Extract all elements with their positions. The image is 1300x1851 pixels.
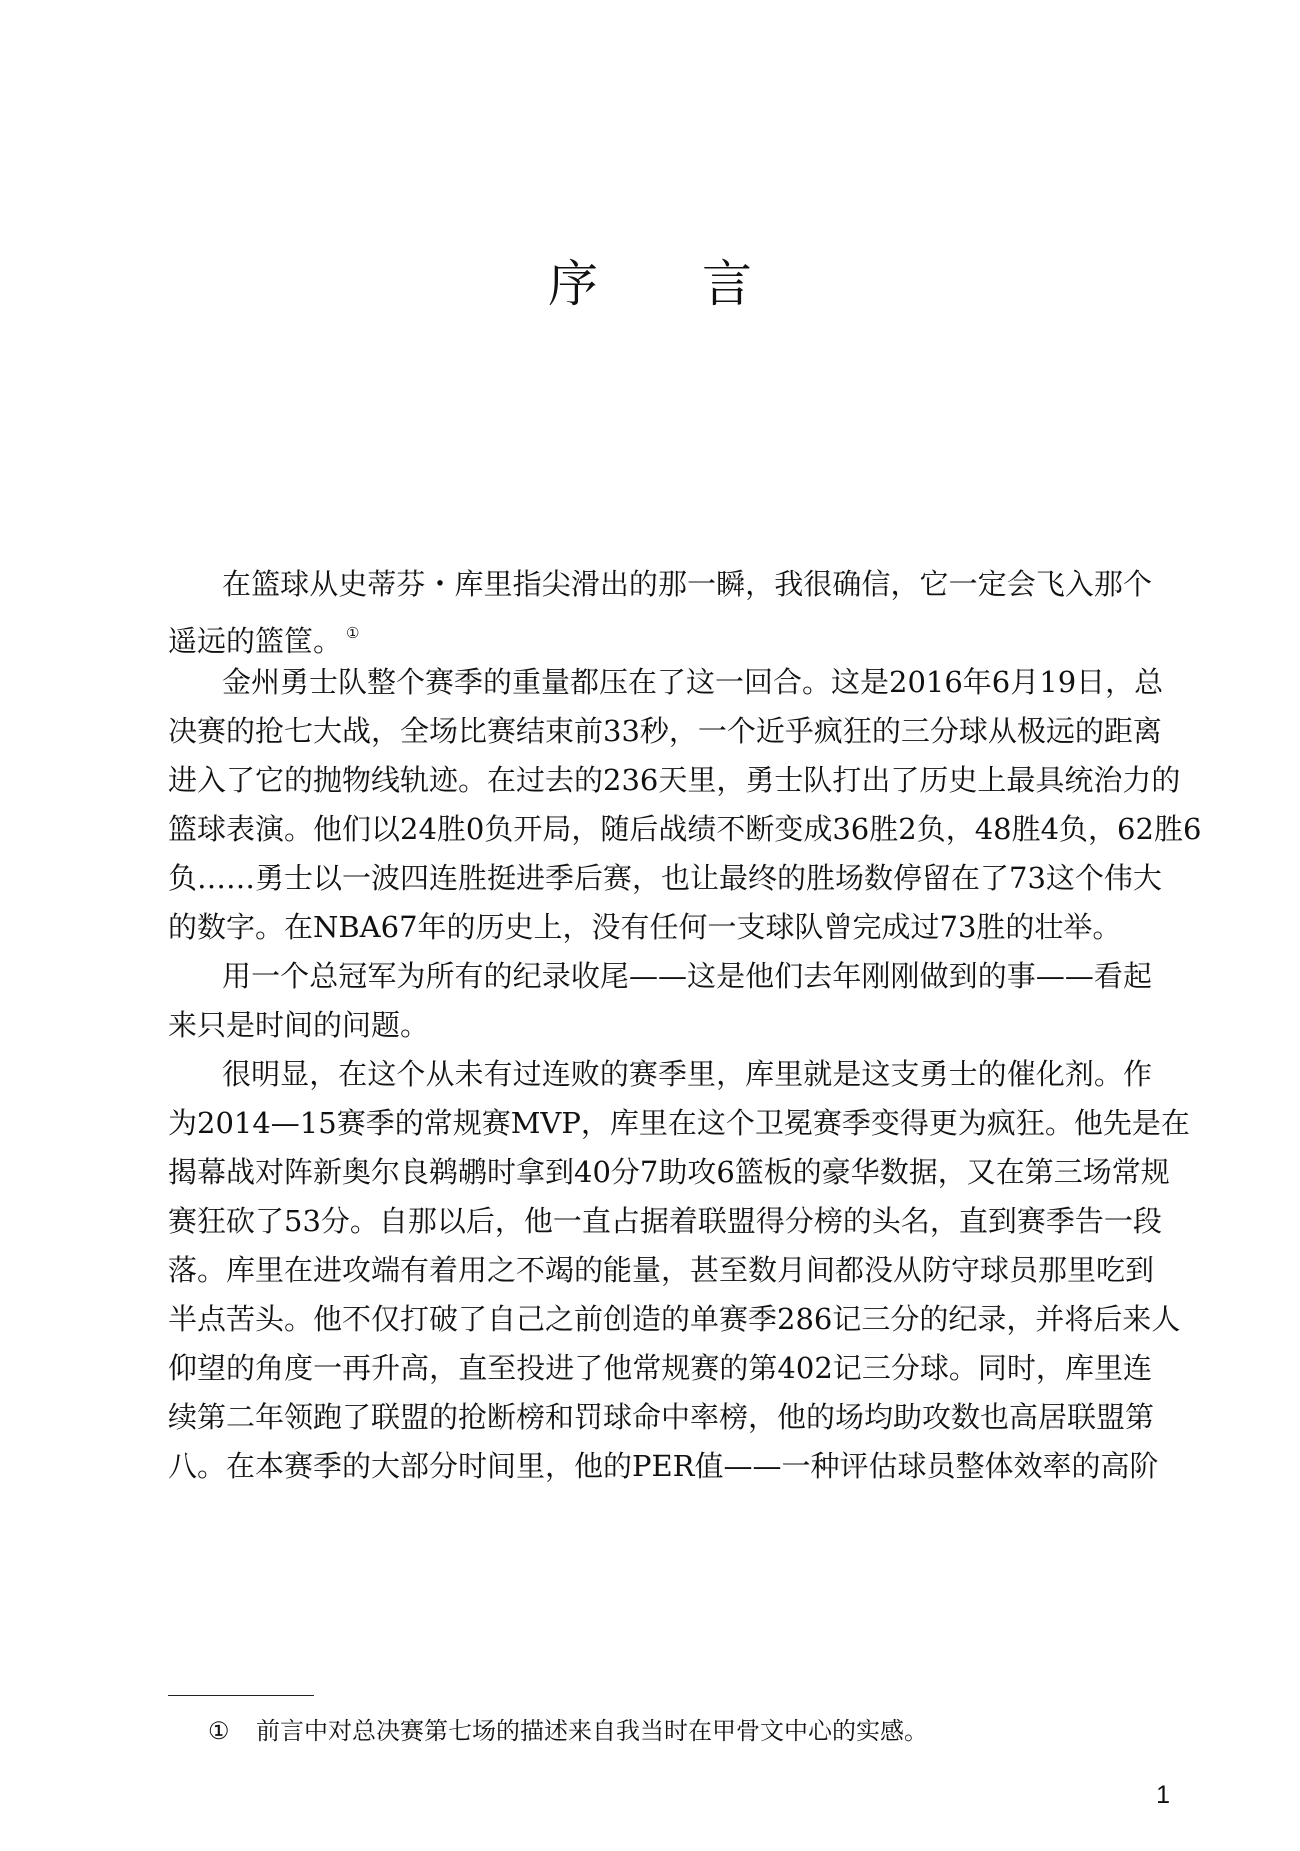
paragraph-1-line-2 bbox=[168, 609, 1152, 658]
footnote bbox=[208, 1711, 1108, 1751]
paragraph-2-line-2: 决赛的抢七大战，全场比赛结束前33秒，一个近乎疯狂的三分球从极远的距离 bbox=[168, 714, 1162, 748]
paragraph-2-line-5: 负……勇士以一波四连胜挺进季后赛，也让最终的胜场数停留在了73这个伟大 bbox=[168, 861, 1162, 895]
paragraph-3-line-1: 用一个总冠军为所有的纪录收尾——这是他们去年刚刚做到的事——看起 bbox=[222, 959, 1152, 993]
paragraph-1-line-1: 在篮球从史蒂芬・库里指尖滑出的那一瞬，我很确信，它一定会飞入那个 bbox=[222, 567, 1152, 601]
paragraph-4-line-9: 八。在本赛季的大部分时间里，他的PER值——一种评估球员整体效率的高阶 bbox=[168, 1449, 1159, 1483]
body-text bbox=[168, 560, 1202, 1491]
paragraph-2-line-1: 金州勇士队整个赛季的重量都压在了这一回合。这是2016年6月19日，总 bbox=[222, 665, 1164, 699]
paragraph-1-line-2-text: 遥远的篮筐。 bbox=[168, 624, 343, 658]
page-title: 序 言 bbox=[548, 255, 796, 313]
footnote-reference[interactable]: ① bbox=[346, 624, 360, 642]
paragraph-4-line-4: 赛狂砍了53分。自那以后，他一直占据着联盟得分榜的头名，直到赛季告一段 bbox=[168, 1204, 1162, 1238]
paragraph-4-line-3: 揭幕战对阵新奥尔良鹈鹕时拿到40分7助攻6篮板的豪华数据，又在第三场常规 bbox=[168, 1155, 1170, 1189]
paragraph-2-line-6: 的数字。在NBA67年的历史上，没有任何一支球队曾完成过73胜的壮举。 bbox=[168, 910, 1122, 944]
paragraph-4-line-6: 半点苦头。他不仅打破了自己之前创造的单赛季286记三分的纪录，并将后来人 bbox=[168, 1302, 1181, 1336]
paragraph-4-line-2: 为2014—15赛季的常规赛MVP，库里在这个卫冕赛季变得更为疯狂。他先是在 bbox=[168, 1106, 1190, 1140]
paragraph-4-line-5: 落。库里在进攻端有着用之不竭的能量，甚至数月间都没从防守球员那里吃到 bbox=[168, 1253, 1155, 1287]
paragraph-3-line-2: 来只是时间的问题。 bbox=[168, 1008, 430, 1042]
paragraph-2-line-3: 进入了它的抛物线轨迹。在过去的236天里，勇士队打出了历史上最具统治力的 bbox=[168, 763, 1181, 797]
paragraph-2-line-4: 篮球表演。他们以24胜0负开局，随后战绩不断变成36胜2负，48胜4负，62胜6 bbox=[168, 812, 1202, 846]
paragraph-4-line-7: 仰望的角度一再升高，直至投进了他常规赛的第402记三分球。同时，库里连 bbox=[168, 1351, 1152, 1385]
footnote-text: 前言中对总决赛第七场的描述来自我当时在甲骨文中心的实感。 bbox=[256, 1717, 928, 1745]
paragraph-4-line-8: 续第二年领跑了联盟的抢断榜和罚球命中率榜，他的场均助攻数也高居联盟第 bbox=[168, 1400, 1155, 1434]
footnote-divider bbox=[168, 1695, 314, 1696]
footnote-mark: ① bbox=[208, 1717, 230, 1745]
page-number: 1 bbox=[1156, 1781, 1170, 1809]
paragraph-4-line-1: 很明显，在这个从未有过连败的赛季里，库里就是这支勇士的催化剂。作 bbox=[222, 1057, 1152, 1091]
